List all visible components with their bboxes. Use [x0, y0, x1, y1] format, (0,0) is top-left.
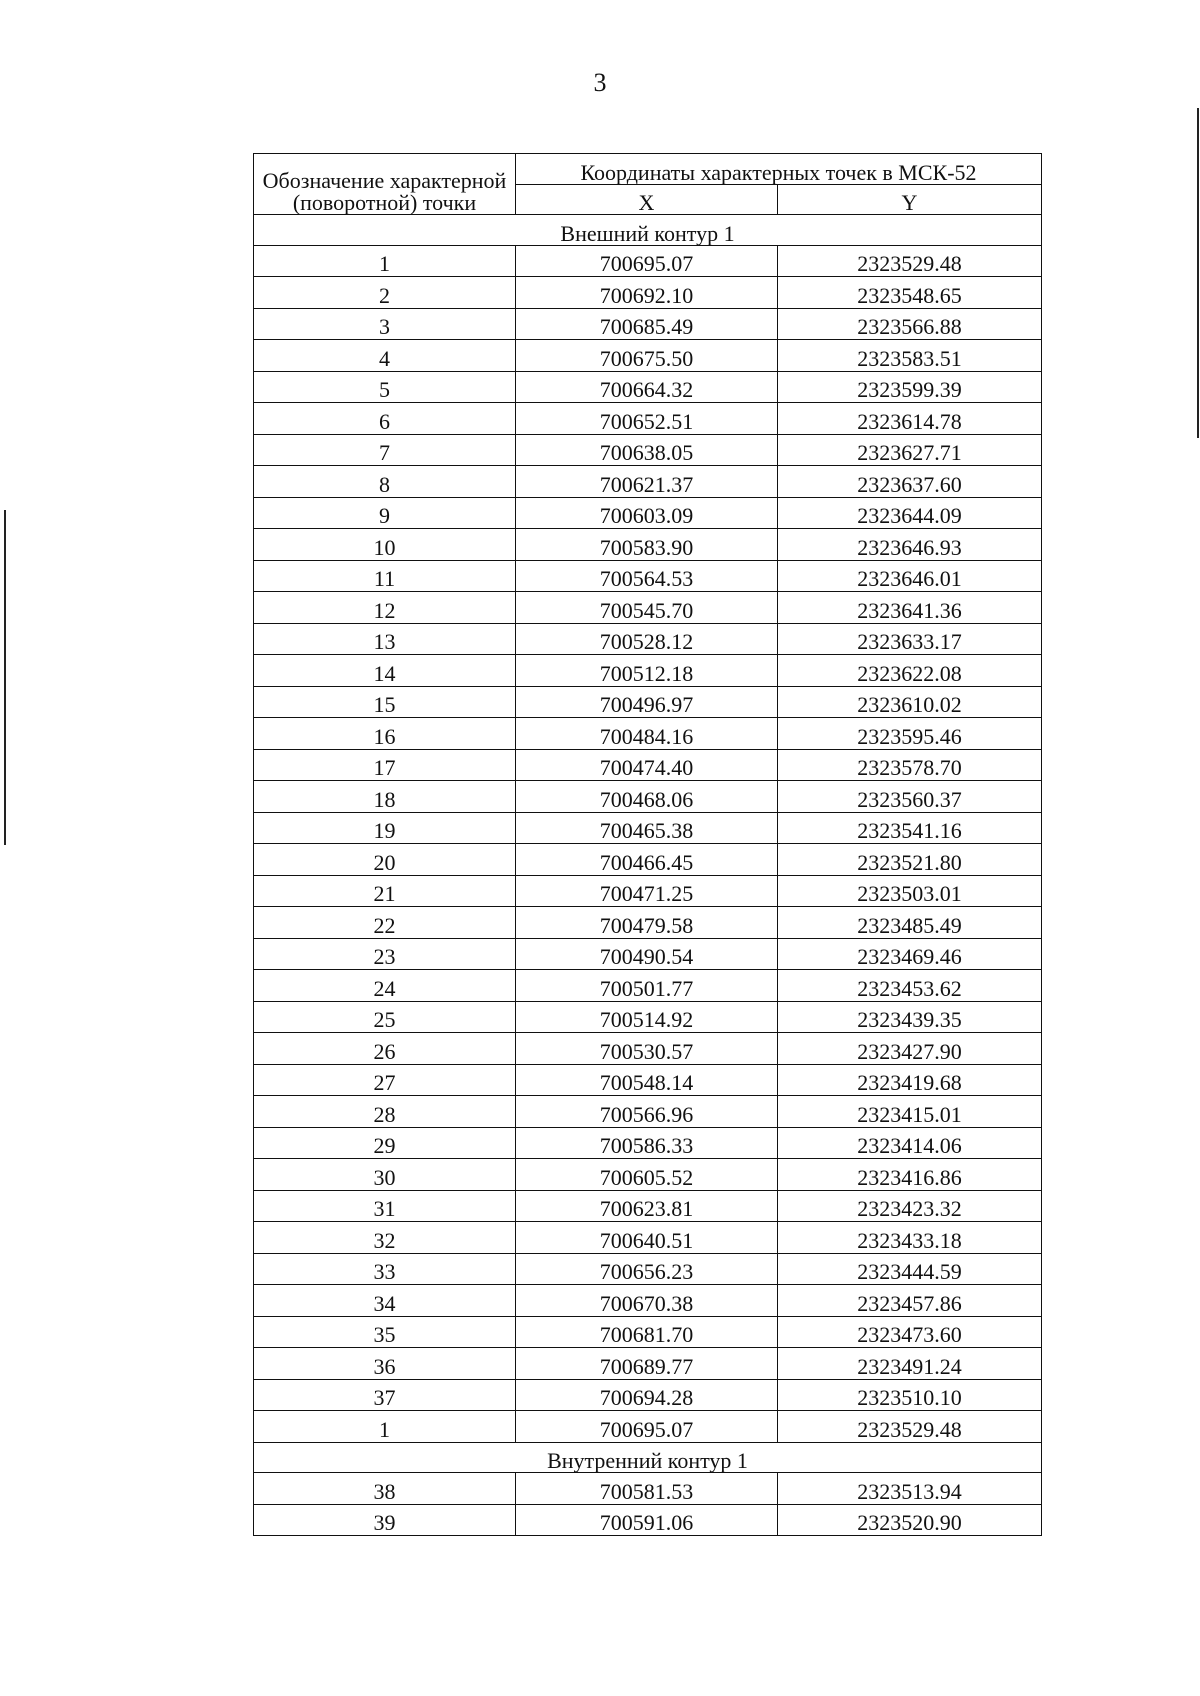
table-row [254, 1253, 1042, 1285]
cell-y: 2323491.24 [778, 1348, 1042, 1380]
cell-x: 700664.32 [516, 371, 778, 403]
cell-y: 2323439.35 [778, 1001, 1042, 1033]
header-point-label: Обозначение характерной (поворотной) точки [254, 154, 516, 215]
table-row [254, 655, 1042, 687]
cell-point: 12 [254, 592, 516, 624]
cell-x: 700566.96 [516, 1096, 778, 1128]
cell-x: 700465.38 [516, 812, 778, 844]
table-row [254, 529, 1042, 561]
table-row [254, 403, 1042, 435]
cell-y: 2323510.10 [778, 1379, 1042, 1411]
cell-x: 700564.53 [516, 560, 778, 592]
section-title: Внутренний контур 1 [254, 1442, 1042, 1473]
cell-y: 2323599.39 [778, 371, 1042, 403]
cell-y: 2323578.70 [778, 749, 1042, 781]
table-row [254, 1001, 1042, 1033]
cell-point: 10 [254, 529, 516, 561]
cell-x: 700496.97 [516, 686, 778, 718]
cell-y: 2323529.48 [778, 245, 1042, 277]
cell-x: 700468.06 [516, 781, 778, 813]
cell-y: 2323485.49 [778, 907, 1042, 939]
table-row [254, 497, 1042, 529]
cell-point: 13 [254, 623, 516, 655]
cell-x: 700694.28 [516, 1379, 778, 1411]
table-row [254, 466, 1042, 498]
table-row [254, 1285, 1042, 1317]
cell-point: 4 [254, 340, 516, 372]
table-row [254, 812, 1042, 844]
cell-x: 700466.45 [516, 844, 778, 876]
cell-y: 2323427.90 [778, 1033, 1042, 1065]
cell-x: 700675.50 [516, 340, 778, 372]
table-row [254, 1096, 1042, 1128]
cell-x: 700638.05 [516, 434, 778, 466]
cell-x: 700471.25 [516, 875, 778, 907]
cell-point: 22 [254, 907, 516, 939]
table-row [254, 592, 1042, 624]
cell-x: 700640.51 [516, 1222, 778, 1254]
section-row [254, 215, 1042, 246]
cell-point: 9 [254, 497, 516, 529]
cell-point: 38 [254, 1473, 516, 1505]
table-row [254, 1159, 1042, 1191]
cell-point: 16 [254, 718, 516, 750]
cell-y: 2323419.68 [778, 1064, 1042, 1096]
section-row [254, 1442, 1042, 1473]
cell-y: 2323622.08 [778, 655, 1042, 687]
cell-y: 2323560.37 [778, 781, 1042, 813]
table-row [254, 686, 1042, 718]
cell-point: 28 [254, 1096, 516, 1128]
cell-x: 700605.52 [516, 1159, 778, 1191]
scan-edge-mark [1197, 108, 1199, 438]
table-row [254, 1348, 1042, 1380]
cell-point: 24 [254, 970, 516, 1002]
scan-edge-mark [4, 510, 6, 845]
cell-x: 700501.77 [516, 970, 778, 1002]
cell-point: 5 [254, 371, 516, 403]
table-row [254, 875, 1042, 907]
cell-point: 35 [254, 1316, 516, 1348]
cell-point: 33 [254, 1253, 516, 1285]
cell-point: 23 [254, 938, 516, 970]
cell-point: 17 [254, 749, 516, 781]
cell-x: 700621.37 [516, 466, 778, 498]
cell-y: 2323610.02 [778, 686, 1042, 718]
table-row [254, 1064, 1042, 1096]
cell-x: 700512.18 [516, 655, 778, 687]
cell-point: 32 [254, 1222, 516, 1254]
cell-x: 700528.12 [516, 623, 778, 655]
cell-point: 3 [254, 308, 516, 340]
cell-x: 700695.07 [516, 245, 778, 277]
cell-y: 2323457.86 [778, 1285, 1042, 1317]
table-header [254, 154, 1042, 215]
cell-x: 700656.23 [516, 1253, 778, 1285]
cell-y: 2323595.46 [778, 718, 1042, 750]
cell-point: 1 [254, 1411, 516, 1443]
cell-y: 2323416.86 [778, 1159, 1042, 1191]
cell-point: 39 [254, 1504, 516, 1536]
header-y: Y [778, 184, 1042, 215]
table-row [254, 245, 1042, 277]
cell-x: 700545.70 [516, 592, 778, 624]
cell-y: 2323415.01 [778, 1096, 1042, 1128]
table-row [254, 1504, 1042, 1536]
table-row [254, 938, 1042, 970]
cell-x: 700685.49 [516, 308, 778, 340]
cell-point: 29 [254, 1127, 516, 1159]
cell-x: 700681.70 [516, 1316, 778, 1348]
cell-y: 2323614.78 [778, 403, 1042, 435]
table-row [254, 844, 1042, 876]
table-row [254, 371, 1042, 403]
cell-point: 2 [254, 277, 516, 309]
cell-y: 2323646.93 [778, 529, 1042, 561]
table-row [254, 277, 1042, 309]
cell-y: 2323633.17 [778, 623, 1042, 655]
cell-y: 2323414.06 [778, 1127, 1042, 1159]
header-x: X [516, 184, 778, 215]
cell-y: 2323637.60 [778, 466, 1042, 498]
cell-x: 700623.81 [516, 1190, 778, 1222]
cell-y: 2323423.32 [778, 1190, 1042, 1222]
table-row [254, 623, 1042, 655]
cell-y: 2323566.88 [778, 308, 1042, 340]
table-row [254, 1473, 1042, 1505]
cell-x: 700548.14 [516, 1064, 778, 1096]
cell-x: 700484.16 [516, 718, 778, 750]
cell-x: 700583.90 [516, 529, 778, 561]
cell-x: 700479.58 [516, 907, 778, 939]
cell-x: 700603.09 [516, 497, 778, 529]
cell-point: 37 [254, 1379, 516, 1411]
cell-y: 2323646.01 [778, 560, 1042, 592]
page-number: 3 [593, 68, 607, 97]
table-row [254, 749, 1042, 781]
section-title: Внешний контур 1 [254, 215, 1042, 246]
cell-point: 21 [254, 875, 516, 907]
cell-x: 700530.57 [516, 1033, 778, 1065]
cell-point: 7 [254, 434, 516, 466]
cell-point: 1 [254, 245, 516, 277]
cell-x: 700591.06 [516, 1504, 778, 1536]
cell-y: 2323513.94 [778, 1473, 1042, 1505]
table-row [254, 560, 1042, 592]
cell-x: 700514.92 [516, 1001, 778, 1033]
table-row [254, 1379, 1042, 1411]
table-row [254, 1033, 1042, 1065]
cell-y: 2323641.36 [778, 592, 1042, 624]
cell-y: 2323520.90 [778, 1504, 1042, 1536]
table-row [254, 970, 1042, 1002]
cell-x: 700689.77 [516, 1348, 778, 1380]
table-row [254, 1316, 1042, 1348]
table-row [254, 1411, 1042, 1443]
cell-x: 700474.40 [516, 749, 778, 781]
header-coords-group: Координаты характерных точек в МСК-52 [516, 154, 1042, 185]
cell-y: 2323541.16 [778, 812, 1042, 844]
cell-x: 700670.38 [516, 1285, 778, 1317]
table-row [254, 1127, 1042, 1159]
cell-y: 2323583.51 [778, 340, 1042, 372]
cell-x: 700695.07 [516, 1411, 778, 1443]
table-row [254, 1190, 1042, 1222]
cell-y: 2323529.48 [778, 1411, 1042, 1443]
table-body [254, 215, 1042, 1536]
cell-y: 2323521.80 [778, 844, 1042, 876]
cell-point: 30 [254, 1159, 516, 1191]
cell-point: 20 [254, 844, 516, 876]
coordinates-table [253, 153, 1042, 1536]
cell-y: 2323473.60 [778, 1316, 1042, 1348]
cell-point: 36 [254, 1348, 516, 1380]
cell-point: 15 [254, 686, 516, 718]
table-row [254, 1222, 1042, 1254]
cell-point: 25 [254, 1001, 516, 1033]
cell-point: 14 [254, 655, 516, 687]
cell-y: 2323627.71 [778, 434, 1042, 466]
table-row [254, 781, 1042, 813]
cell-point: 34 [254, 1285, 516, 1317]
cell-y: 2323644.09 [778, 497, 1042, 529]
cell-x: 700692.10 [516, 277, 778, 309]
table-row [254, 308, 1042, 340]
table-row [254, 340, 1042, 372]
cell-y: 2323453.62 [778, 970, 1042, 1002]
cell-y: 2323444.59 [778, 1253, 1042, 1285]
cell-x: 700581.53 [516, 1473, 778, 1505]
cell-point: 8 [254, 466, 516, 498]
cell-point: 6 [254, 403, 516, 435]
cell-point: 11 [254, 560, 516, 592]
cell-x: 700652.51 [516, 403, 778, 435]
cell-point: 31 [254, 1190, 516, 1222]
cell-x: 700490.54 [516, 938, 778, 970]
cell-y: 2323469.46 [778, 938, 1042, 970]
table-row [254, 434, 1042, 466]
cell-x: 700586.33 [516, 1127, 778, 1159]
cell-point: 18 [254, 781, 516, 813]
table-row [254, 718, 1042, 750]
cell-y: 2323503.01 [778, 875, 1042, 907]
table-row [254, 907, 1042, 939]
cell-point: 19 [254, 812, 516, 844]
cell-y: 2323433.18 [778, 1222, 1042, 1254]
cell-point: 26 [254, 1033, 516, 1065]
cell-point: 27 [254, 1064, 516, 1096]
cell-y: 2323548.65 [778, 277, 1042, 309]
